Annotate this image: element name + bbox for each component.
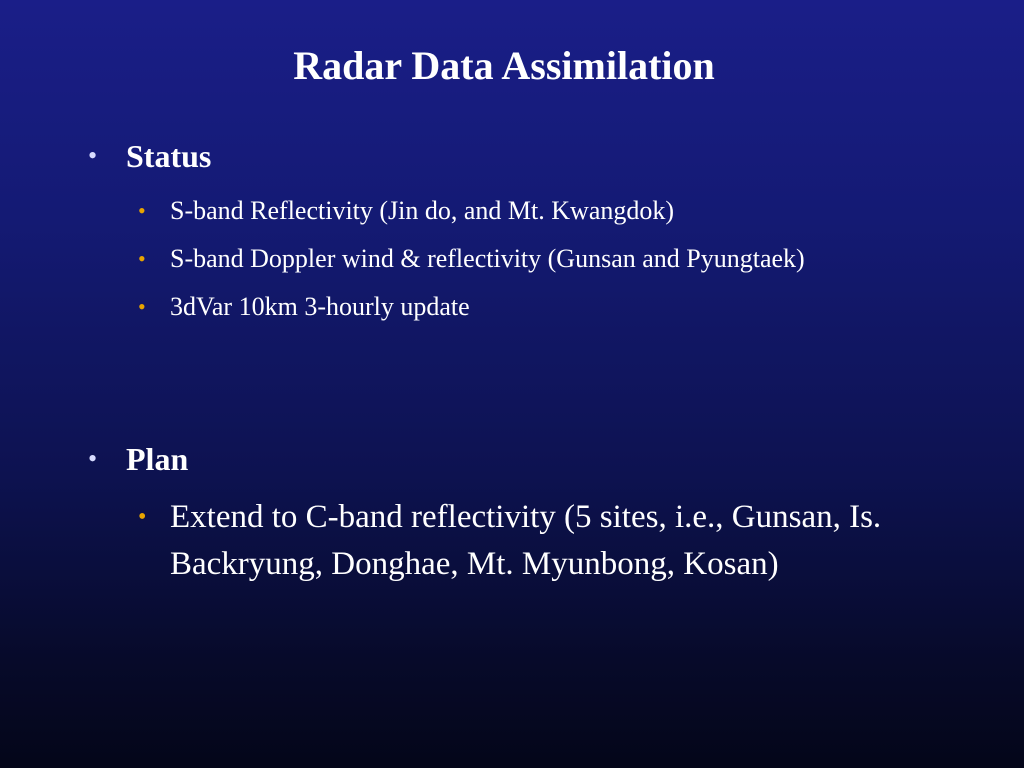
bullet-icon: • (138, 198, 146, 223)
list-item-text: Extend to C-band reflectivity (5 sites, i.e., Gunsan, Is. Backryung, Donghae, Mt. Myunbong, Kosan) (170, 499, 882, 582)
list-item (86, 239, 946, 279)
list-item-text: 3dVar 10km 3-hourly update (170, 292, 470, 321)
list-item (86, 494, 946, 588)
plan-item-list (86, 494, 946, 588)
bullet-icon: • (88, 444, 98, 473)
bullet-icon: • (138, 294, 146, 319)
heading-text: Status (126, 138, 212, 174)
list-item-text: S-band Doppler wind & reflectivity (Gunsan and Pyungtaek) (170, 244, 805, 273)
list-item (86, 287, 946, 327)
bullet-icon: • (138, 246, 146, 271)
list-item-text: S-band Reflectivity (Jin do, and Mt. Kwangdok) (170, 196, 675, 225)
status-item-list (86, 191, 946, 327)
bullet-icon: • (88, 141, 98, 170)
section-status (86, 135, 946, 335)
section-heading-plan (86, 438, 946, 480)
list-item (86, 191, 946, 231)
section-plan (86, 438, 946, 596)
bullet-icon: • (138, 504, 147, 530)
slide-title: Radar Data Assimilation (293, 43, 715, 88)
section-heading-status (86, 135, 946, 177)
heading-text: Plan (126, 441, 189, 477)
